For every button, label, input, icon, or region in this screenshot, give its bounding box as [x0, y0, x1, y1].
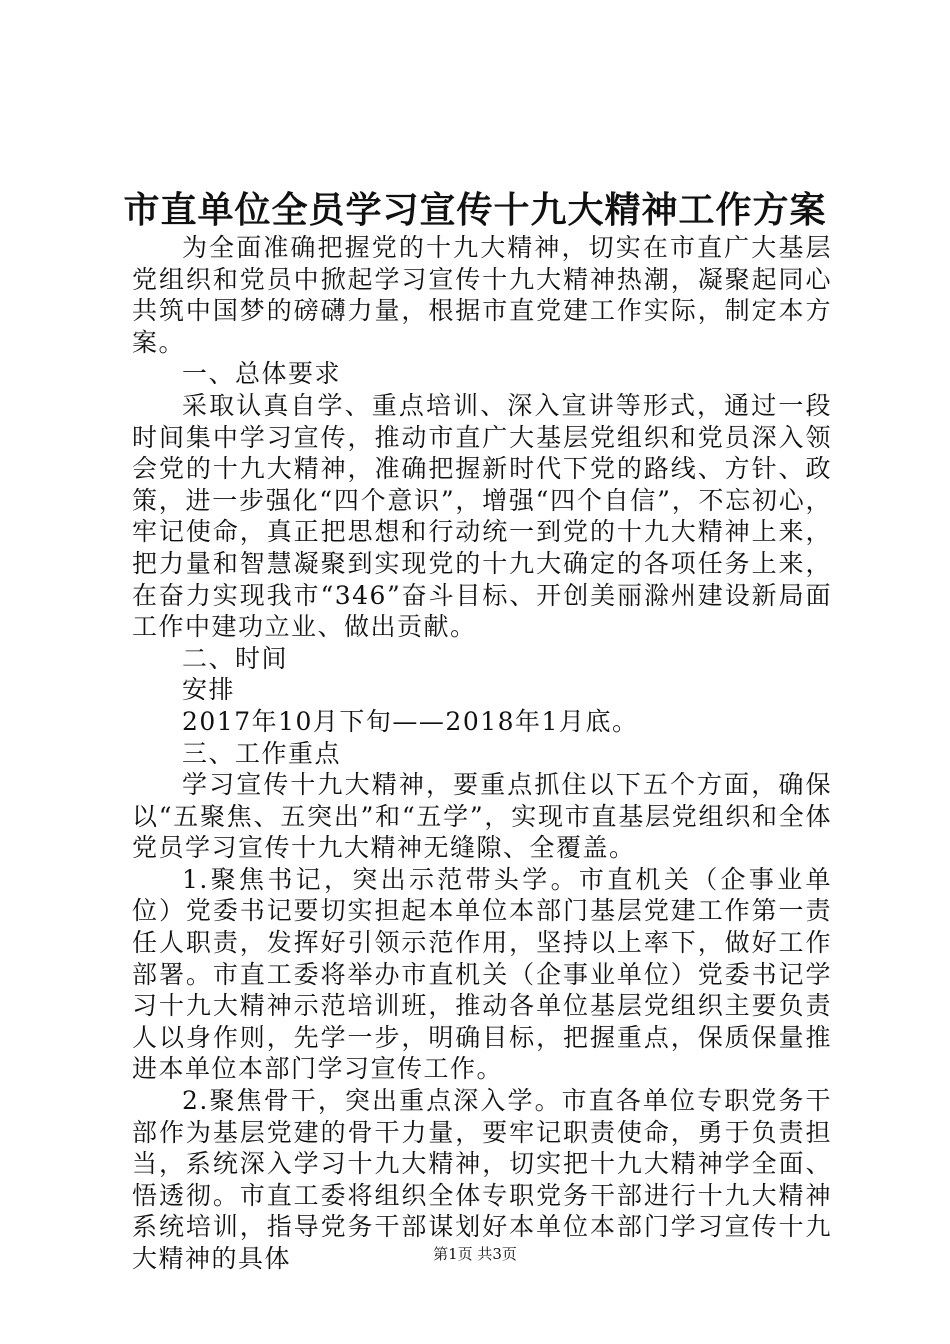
- section-heading-general-requirements: 一、总体要求: [182, 359, 342, 389]
- section-heading-time: 二、时间: [182, 643, 289, 673]
- focus-item-1: 1.聚焦书记，突出示范带头学。市直机关（企事业单位）党委书记要切实担起本单位本部门基层党建工作第一责任人职责，发挥好引领示范作用，坚持以上率下，做好工作部署。市直工委将举办市直机关（企事业单位）党委书记学习十九大精神示范培训班，推动各单位基层党组织主要负责人以身作则，先学一步，明确目标，把握重点，保质保量推进本单位本部门学习宣传工作。: [132, 864, 832, 1084]
- document-title: 市直单位全员学习宣传十九大精神工作方案: [123, 189, 827, 231]
- document-body: [132, 232, 832, 1275]
- intro-paragraph: 为全面准确把握党的十九大精神，切实在市直广大基层党组织和党员中掀起学习宣传十九大精神热潮，凝聚起同心共筑中国梦的磅礴力量，根据市直党建工作实际，制定本方案。: [132, 233, 832, 357]
- schedule-dates: 2017年10月下旬——2018年1月底。: [182, 706, 639, 736]
- general-requirements-paragraph: 采取认真自学、重点培训、深入宣讲等形式，通过一段时间集中学习宣传，推动市直广大基层党组织和党员深入领会党的十九大精神，准确把握新时代下党的路线、方针、政策，进一步强化“四个意识”，增强“四个自信”，不忘初心，牢记使命，真正把思想和行动统一到党的十九大精神上来，把力量和智慧凝聚到实现党的十九大确定的各项任务上来，在奋力实现我市“346”奋斗目标、开创美丽滁州建设新局面工作中建功立业、做出贡献。: [132, 390, 832, 642]
- work-focus-paragraph: 学习宣传十九大精神，要重点抓住以下五个方面，确保以“五聚焦、五突出”和“五学”，实现市直基层党组织和全体党员学习宣传十九大精神无缝隙、全覆盖。: [132, 770, 832, 863]
- section-heading-work-focus: 三、工作重点: [182, 738, 342, 768]
- focus-item-2: 2.聚焦骨干，突出重点深入学。市直各单位专职党务干部作为基层党建的骨干力量，要牢记职责使命，勇于负责担当，系统深入学习十九大精神，切实把十九大精神学全面、悟透彻。市直工委将组织全体专职党务干部进行十九大精神系统培训，指导党务干部谋划好本单位本部门学习宣传十九大精神的具体: [132, 1086, 832, 1273]
- page-number: 第1页 共3页: [433, 1245, 517, 1263]
- schedule-label: 安排: [182, 675, 236, 705]
